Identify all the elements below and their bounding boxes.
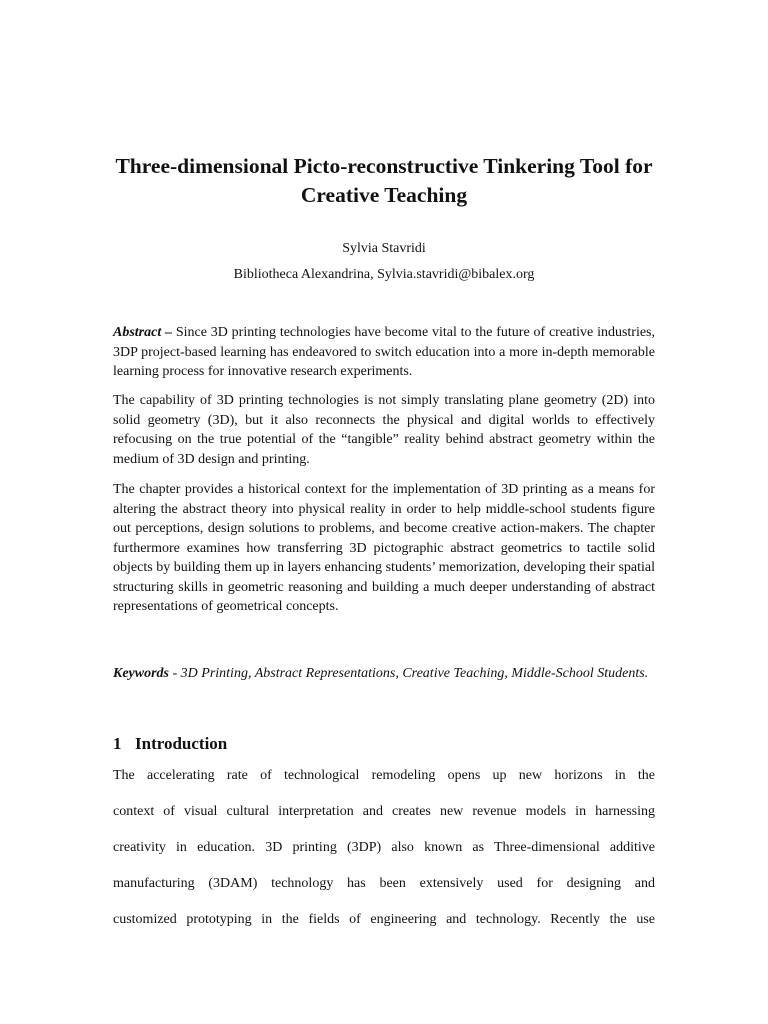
paper-page — [113, 0, 655, 1024]
abstract-paragraph-capability: The capability of 3D printing technologies is not simply translating plane geometry (2D) into solid geometry (3D), but it also reconnects the physical and digital worlds to effectively refocusing on the true potential of the “tangible” reality behind abstract geometry within the medium of 3D design and printing. — [113, 393, 655, 467]
section-heading-introduction — [113, 733, 227, 755]
intro-line: The accelerating rate of technological remodeling opens up new horizons in the — [113, 768, 655, 783]
intro-line: creativity in education. 3D printing (3DP) also known as Three-dimensional additive — [113, 840, 655, 855]
keywords-paragraph — [113, 664, 655, 684]
author-name: Sylvia Stavridi — [342, 241, 426, 256]
keywords-separator: - — [169, 666, 181, 681]
abstract-paragraph — [113, 323, 655, 382]
keywords-label: Keywords — [113, 666, 169, 681]
intro-line: manufacturing (3DAM) technology has been extensively used for designing and — [113, 876, 655, 891]
abstract-label: Abstract – — [113, 325, 173, 340]
section-number: 1 — [113, 734, 122, 753]
paper-title: Three-dimensional Picto-reconstructive Tinkering Tool for Creative Teaching — [115, 154, 653, 207]
author-affiliation: Bibliotheca Alexandrina, Sylvia.stavridi@bibalex.org — [233, 267, 535, 282]
abstract-paragraph-chapter: The chapter provides a historical context for the implementation of 3D printing as a means for altering the abstract theory into physical reality in order to help middle-school students figure out perceptions, design solutions to problems, and become creative action-makers. The chapter furthermore examines how transferring 3D pictographic abstract geometrics to tactile solid objects by building them up in layers enhancing students’ memorization, developing their spatial structuring skills in geometric reasoning and building a much deeper understanding of abstract representations of geometrical concepts. — [113, 482, 655, 614]
intro-line: context of visual cultural interpretation and creates new revenue models in harnessing — [113, 804, 655, 819]
abstract-text: Since 3D printing technologies have become vital to the future of creative industries, 3DP project-based learning has endeavored to switch education into a more in-depth memorable learning process for innovative research experiments. — [113, 325, 656, 379]
keywords-list: 3D Printing, Abstract Representations, Creative Teaching, Middle-School Students. — [180, 666, 649, 681]
section-title: Introduction — [135, 734, 228, 753]
intro-line: customized prototyping in the fields of engineering and technology. Recently the use — [113, 912, 655, 927]
